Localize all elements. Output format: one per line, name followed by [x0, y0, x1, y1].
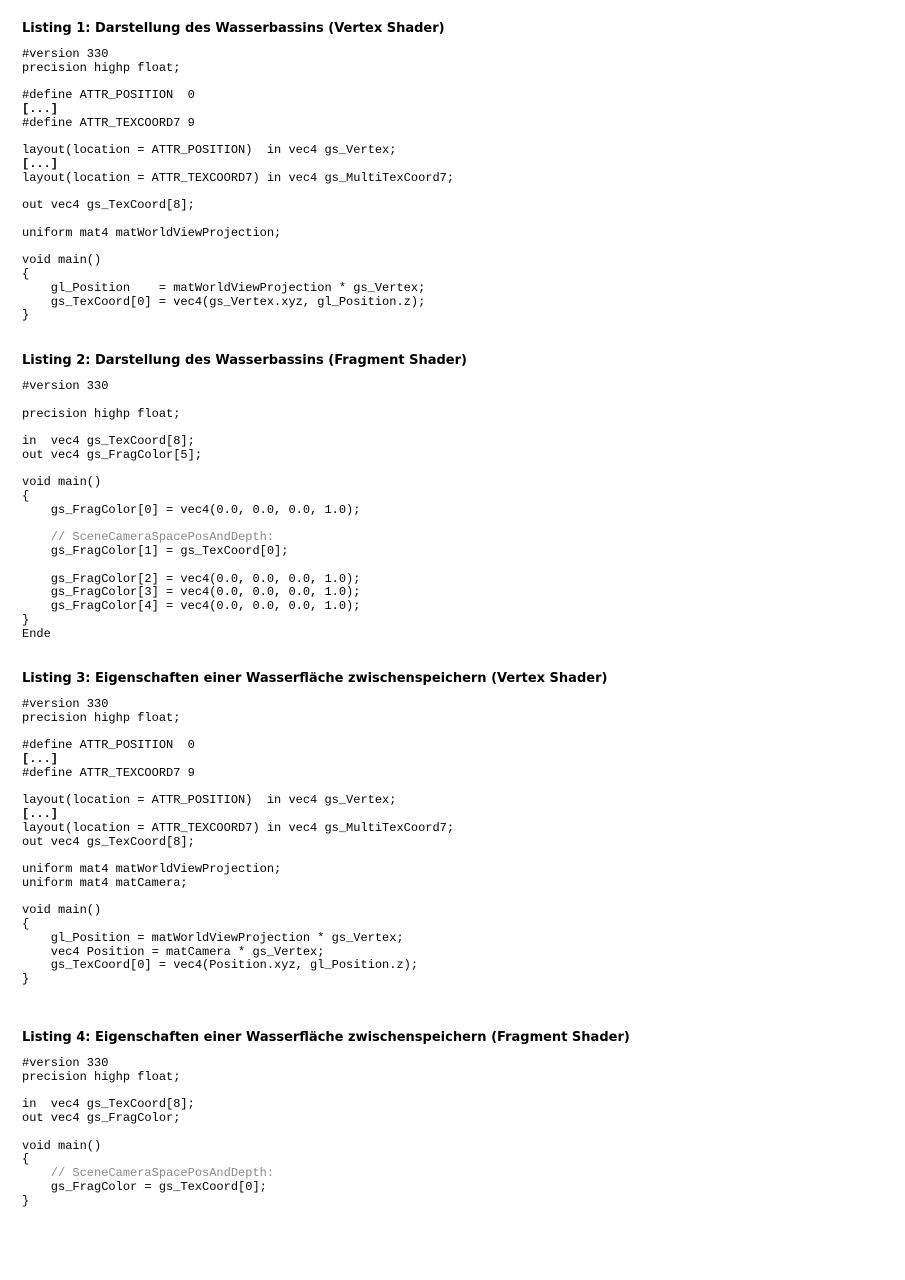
listing-title: Listing 1: Darstellung des Wasserbassins (Vertex Shader)	[22, 21, 445, 36]
code-line: void main()	[22, 475, 102, 490]
code-line: #version 330	[22, 1056, 109, 1070]
code-block	[22, 1057, 892, 1208]
code-line: #version 330	[22, 379, 109, 393]
code-line: {	[22, 489, 30, 503]
code-line	[22, 781, 892, 795]
code-line	[22, 518, 892, 532]
code-line: {	[22, 1152, 30, 1167]
code-line: #define ATTR_TEXCOORD7 9	[22, 765, 195, 780]
code-line: precision highp float;	[22, 1069, 181, 1084]
listing-title: Listing 3: Eigenschaften einer Wasserfläche zwischenspeichern (Vertex Shader)	[22, 671, 608, 686]
code-line: {	[22, 267, 30, 281]
code-line: void main()	[22, 253, 102, 268]
code-line: out vec4 gs_TexCoord[8];	[22, 834, 195, 849]
code-line	[22, 131, 892, 145]
code-line: gs_FragColor[4] = vec4(0.0, 0.0, 0.0, 1.0);	[22, 599, 361, 613]
code-line	[22, 726, 892, 740]
listing-1	[22, 21, 892, 323]
code-line: void main()	[22, 1138, 102, 1153]
code-line: gs_FragColor[2] = vec4(0.0, 0.0, 0.0, 1.0);	[22, 571, 361, 586]
code-line: [...]	[22, 157, 59, 171]
code-line: out vec4 gs_FragColor;	[22, 1111, 181, 1125]
code-line: gl_Position = matWorldViewProjection * gs_Vertex;	[22, 280, 426, 295]
code-line: in vec4 gs_TexCoord[8];	[22, 1097, 195, 1112]
code-line: out vec4 gs_FragColor[5];	[22, 447, 203, 462]
code-line: }	[22, 972, 30, 986]
code-line	[22, 891, 892, 905]
code-line	[22, 76, 892, 90]
code-line	[22, 559, 892, 573]
code-comment: // SceneCameraSpacePosAndDepth:	[22, 530, 275, 545]
code-line: #version 330	[22, 697, 109, 711]
listing-title: Listing 4: Eigenschaften einer Wasserfläche zwischenspeichern (Fragment Shader)	[22, 1030, 630, 1045]
code-line: precision highp float;	[22, 406, 181, 421]
code-line: gs_TexCoord[0] = vec4(gs_Vertex.xyz, gl_Position.z);	[22, 294, 426, 309]
code-line: uniform mat4 matCamera;	[22, 875, 188, 890]
code-line: uniform mat4 matWorldViewProjection;	[22, 862, 282, 876]
code-line: #define ATTR_POSITION 0	[22, 738, 195, 753]
code-line: Ende	[22, 626, 51, 641]
code-line: #define ATTR_POSITION 0	[22, 88, 195, 103]
code-line: }	[22, 308, 30, 323]
code-line: layout(location = ATTR_POSITION) in vec4 gs_Vertex;	[22, 143, 397, 158]
code-line: uniform mat4 matWorldViewProjection;	[22, 225, 282, 240]
code-line	[22, 849, 892, 863]
code-line: [...]	[22, 102, 59, 116]
code-line	[22, 213, 892, 227]
code-line	[22, 1126, 892, 1140]
listing-title: Listing 2: Darstellung des Wasserbassins (Fragment Shader)	[22, 353, 467, 368]
code-line	[22, 241, 892, 255]
code-line: #version 330	[22, 47, 109, 61]
listing-3	[22, 671, 892, 987]
code-block	[22, 380, 892, 641]
code-line: layout(location = ATTR_TEXCOORD7) in vec4 gs_MultiTexCoord7;	[22, 820, 455, 835]
code-line: layout(location = ATTR_TEXCOORD7) in vec4 gs_MultiTexCoord7;	[22, 170, 455, 185]
code-line: gl_Position = matWorldViewProjection * gs_Vertex;	[22, 930, 404, 945]
code-line	[22, 186, 892, 200]
code-comment: // SceneCameraSpacePosAndDepth:	[22, 1166, 275, 1180]
code-line: precision highp float;	[22, 710, 181, 725]
code-line	[22, 421, 892, 435]
code-line: [...]	[22, 752, 59, 766]
code-line: gs_FragColor = gs_TexCoord[0];	[22, 1179, 267, 1194]
code-line: {	[22, 917, 30, 931]
code-block	[22, 698, 892, 987]
code-line: vec4 Position = matCamera * gs_Vertex;	[22, 944, 325, 959]
listing-4	[22, 1030, 892, 1208]
code-line: void main()	[22, 903, 102, 918]
code-line	[22, 394, 892, 408]
code-line	[22, 463, 892, 477]
code-line: gs_FragColor[0] = vec4(0.0, 0.0, 0.0, 1.0);	[22, 502, 361, 517]
code-line: in vec4 gs_TexCoord[8];	[22, 434, 195, 448]
code-line: gs_TexCoord[0] = vec4(Position.xyz, gl_Position.z);	[22, 958, 419, 973]
code-line: #define ATTR_TEXCOORD7 9	[22, 115, 195, 130]
code-line: out vec4 gs_TexCoord[8];	[22, 198, 195, 213]
code-line: gs_FragColor[3] = vec4(0.0, 0.0, 0.0, 1.0);	[22, 585, 361, 600]
code-line: [...]	[22, 807, 59, 821]
code-line: precision highp float;	[22, 60, 181, 75]
code-line: }	[22, 1193, 30, 1208]
listing-2	[22, 353, 892, 641]
code-line: layout(location = ATTR_POSITION) in vec4 gs_Vertex;	[22, 793, 397, 808]
code-line	[22, 1085, 892, 1099]
code-line: }	[22, 612, 30, 627]
code-block	[22, 48, 892, 323]
code-line: gs_FragColor[1] = gs_TexCoord[0];	[22, 544, 289, 558]
